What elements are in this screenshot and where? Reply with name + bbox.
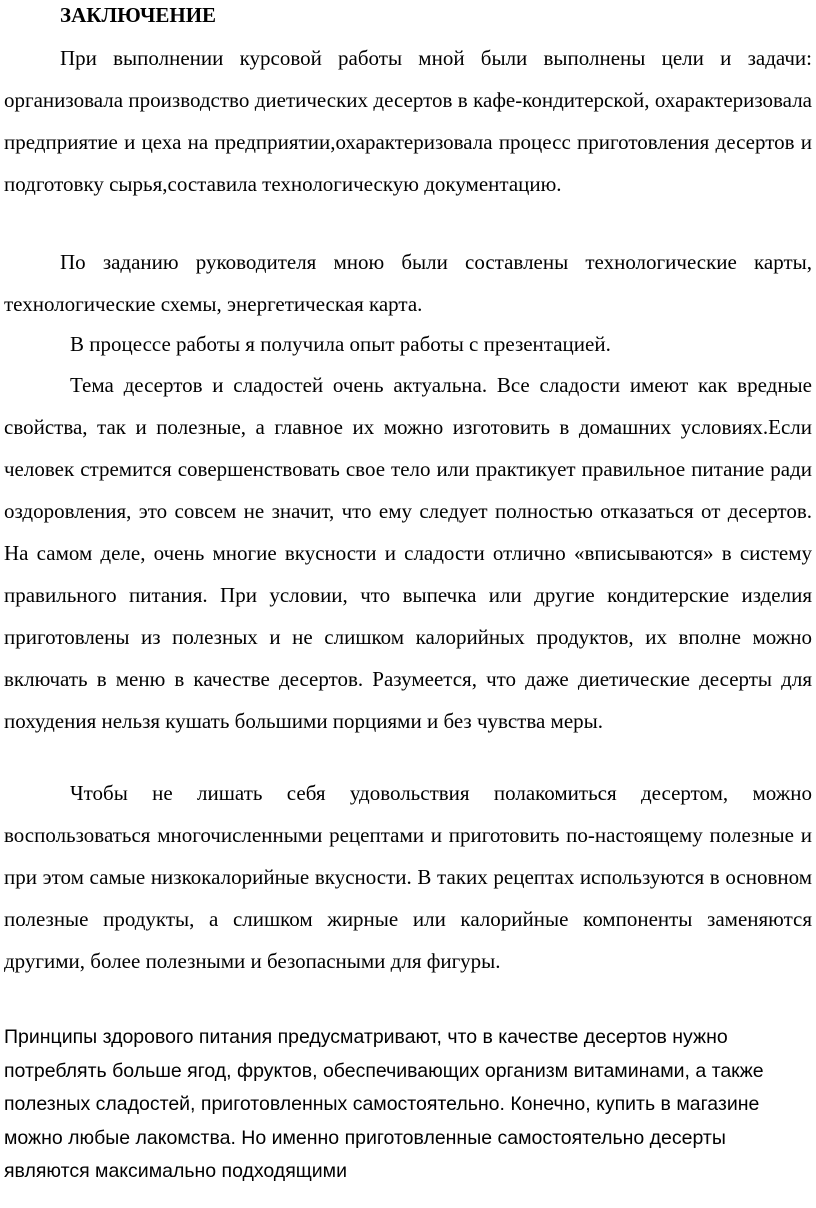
paragraph-topic-relevance: Тема десертов и сладостей очень актуальна. Все сладости имеют как вредные свойства, так и полезные, а главное их можно изготовить в домашних условиях.Если человек стремится совершенствовать свое тело или практикует правильное питание ради оздоровления, это совсем не значит, что ему следует полностью отказаться от десертов. На самом деле, очень многие вкусности и сладости отлично «вписываются» в систему правильного питания. При условии, что выпечка или другие кондитерские изделия приготовлены из полезных и не слишком калорийных продуктов, их вполне можно включать в меню в качестве десертов. Разумеется, что даже диетические десерты для похудения нельзя кушать большими порциями и без чувства меры. [4,373,812,733]
document-heading: ЗАКЛЮЧЕНИЕ [60,3,217,27]
paragraph-healthy-principles: Принципы здорового питания предусматривают, что в качестве десертов нужно потреблять больше ягод, фруктов, обеспечивающих организм витаминами, а также полезных сладостей, приготовленных самостоятельно. Конечно, купить в магазине можно любые лакомства. Но именно приготовленные самостоятельно десерты являются максимально подходящими [4,1026,764,1182]
paragraph-goals: При выполнении курсовой работы мной были выполнены цели и задачи: организовала производство диетических десертов в кафе-кондитерской, охарактеризовала предприятие и цеха на предприятии,охарактеризовала процесс приготовления десертов и подготовку сырья,составила технологическую документацию. [4,46,812,196]
paragraph-documents: По заданию руководителя мною были составлены технологические карты, технологические схемы, энергетическая карта. [4,250,812,316]
paragraph-presentation: В процессе работы я получила опыт работы с презентацией. [70,332,611,356]
paragraph-recipes: Чтобы не лишать себя удовольствия полакомиться десертом, можно воспользоваться многочисленными рецептами и приготовить по-настоящему полезные и при этом самые низкокалорийные вкусности. В таких рецептах используются в основном полезные продукты, а слишком жирные или калорийные компоненты заменяются другими, более полезными и безопасными для фигуры. [4,781,812,973]
